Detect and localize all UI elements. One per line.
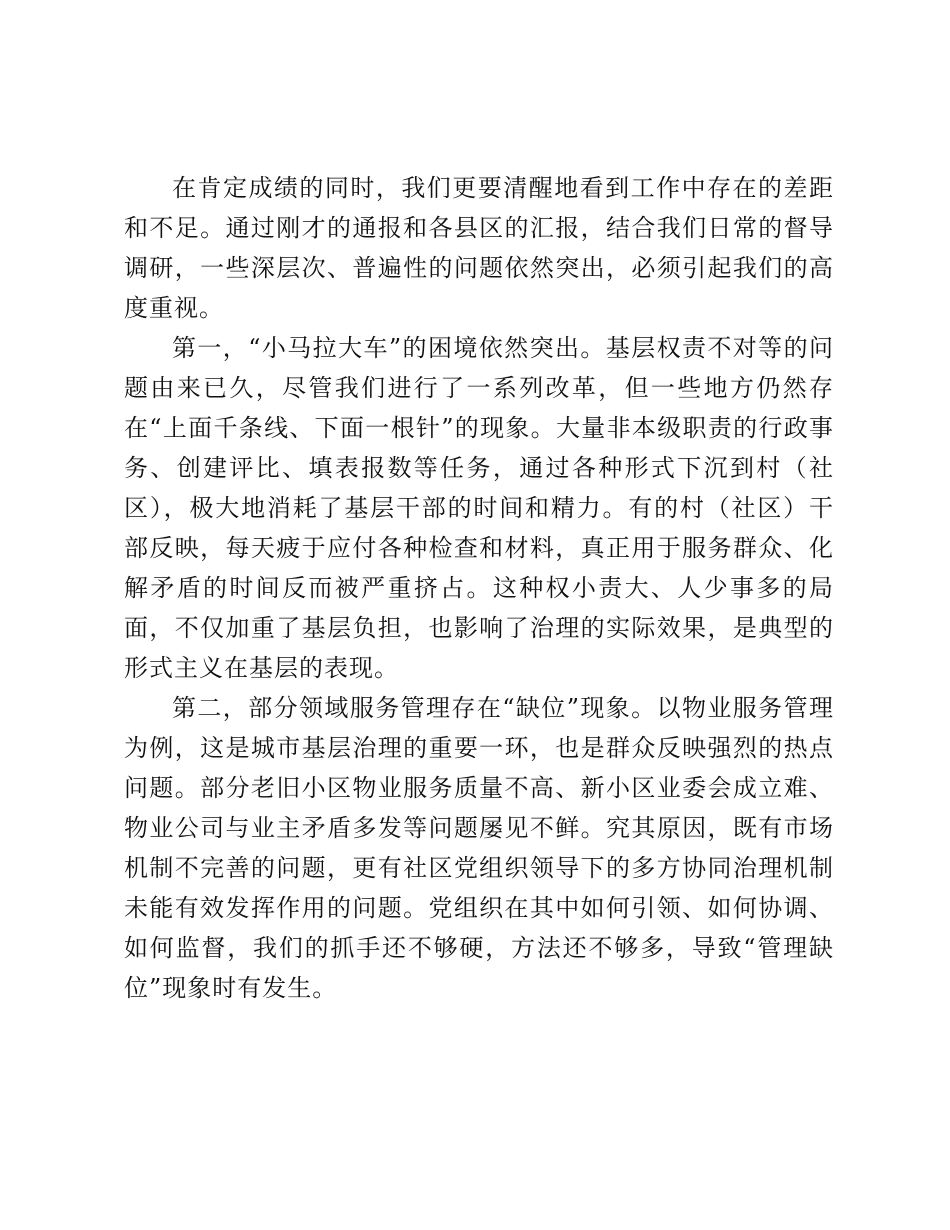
paragraph-point-one: 第一，“小马拉大车”的困境依然突出。基层权责不对等的问题由来已久，尽管我们进行了一系列改革，但一些地方仍然存在“上面千条线、下面一根针”的现象。大量非本级职责的行政事务、创建评比、填表报数等任务，通过各种形式下沉到村（社区），极大地消耗了基层干部的时间和精力。有的村（社区）干部反映，每天疲于应付各种检查和材料，真正用于服务群众、化解矛盾的时间反而被严重挤占。这种权小责大、人少事多的局面，不仅加重了基层负担，也影响了治理的实际效果，是典型的形式主义在基层的表现。 <box>124 334 834 682</box>
paragraph-point-two: 第二，部分领域服务管理存在“缺位”现象。以物业服务管理为例，这是城市基层治理的重要一环，也是群众反映强烈的热点问题。部分老旧小区物业服务质量不高、新小区业委会成立难、物业公司与业主矛盾多发等问题屡见不鲜。究其原因，既有市场机制不完善的问题，更有社区党组织领导下的多方协同治理机制未能有效发挥作用的问题。党组织在其中如何引领、如何协调、如何监督，我们的抓手还不够硬，方法还不够多，导致“管理缺位”现象时有发生。 <box>124 694 834 1002</box>
document-body <box>124 168 834 1008</box>
paragraph-intro: 在肯定成绩的同时，我们更要清醒地看到工作中存在的差距和不足。通过刚才的通报和各县区的汇报，结合我们日常的督导调研，一些深层次、普遍性的问题依然突出，必须引起我们的高度重视。 <box>124 174 834 322</box>
